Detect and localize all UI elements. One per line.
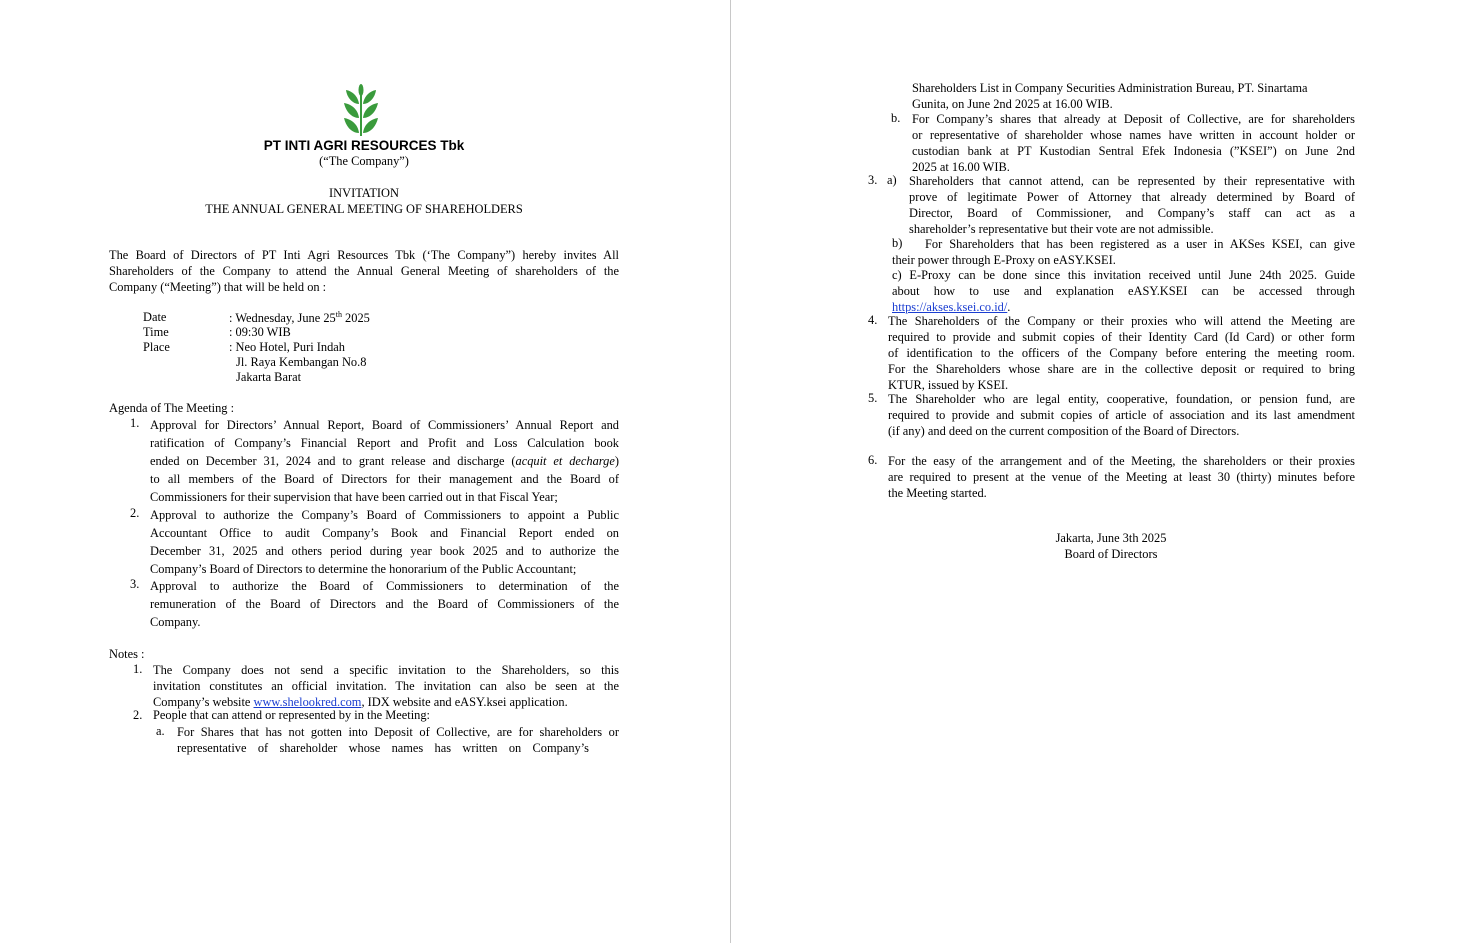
- intro-line: Shareholders of the Company to attend the Annual General Meeting of shareholders of the: [109, 264, 619, 278]
- note-number: 6.: [868, 453, 878, 467]
- note-number: 1.: [133, 662, 143, 676]
- agenda-line: ratification of Company’s Financial Report and Profit and Loss Calculation book: [150, 436, 619, 450]
- note-3a: [909, 173, 1355, 237]
- note-line: prove of legitimate Power of Attorney that already determined by Board of: [909, 190, 1355, 204]
- company-alias: (“The Company”): [319, 154, 409, 168]
- agenda-line: Approval to authorize the Company’s Board of Commissioners to appoint a Public: [150, 508, 619, 522]
- agenda-line: Company.: [150, 615, 201, 629]
- note-line: shareholder’s representative but their vote are not admissible.: [909, 222, 1214, 236]
- place-value-line1: : Neo Hotel, Puri Indah: [229, 340, 345, 354]
- date-year: 2025: [341, 311, 370, 326]
- agenda-text: ): [614, 454, 619, 468]
- agenda-item-1: [150, 416, 619, 506]
- intro-line: Company (“Meeting”) that will be held on :: [109, 280, 327, 294]
- agenda-line: Accountant Office to audit Company’s Book and Financial Report ended on: [150, 526, 619, 540]
- note-line: 2025 at 16.00 WIB.: [912, 160, 1010, 174]
- note-number: 4.: [868, 313, 878, 327]
- note-line: Director, Board of Commissioner, and Company’s staff can act as a: [909, 206, 1355, 220]
- agenda-italic: acquit et decharge: [515, 454, 615, 468]
- leaf-logo-icon: [343, 84, 379, 136]
- place-value-line2: Jl. Raya Kembangan No.8: [236, 355, 367, 369]
- note-line: Gunita, on June 2nd 2025 at 16.00 WIB.: [912, 97, 1113, 111]
- note-2b: [912, 111, 1355, 175]
- note-line: of identification to the officers of the Company before entering the meeting room.: [888, 346, 1355, 360]
- note-line: required to provide and submit copies of their Identity Card (Id Card) or other form: [888, 330, 1355, 344]
- note-2-line: People that can attend or represented by in the Meeting:: [153, 708, 430, 722]
- note-line: representative of shareholder whose names has written on Company’s: [177, 741, 589, 755]
- invitation-title: [109, 185, 619, 217]
- note-3b: [892, 236, 1355, 268]
- note-line: the Meeting started.: [888, 486, 987, 500]
- intro-line: The Board of Directors of PT Inti Agri Resources Tbk (‘The Company”) hereby invites All: [109, 248, 619, 262]
- date-label: Date: [143, 310, 167, 324]
- time-label: Time: [143, 325, 169, 339]
- signature-place-date: Jakarta, June 3th 2025: [1055, 531, 1167, 545]
- note-6: [888, 453, 1355, 501]
- note-2a: [177, 724, 619, 756]
- note-line: c) E-Proxy can be done since this invitation received until June 24th 2025. Guide: [892, 268, 1355, 282]
- place-value-line3: Jakarta Barat: [236, 370, 302, 384]
- agenda-item-number: 1.: [130, 416, 140, 430]
- note-line: custodian bank at PT Kustodian Sentral Efek Indonesia (”KSEI”) on June 2nd: [912, 144, 1355, 158]
- note-line: The Company does not send a specific invitation to the Shareholders, so this: [153, 663, 619, 677]
- note-line: are required to present at the venue of the Meeting at least 30 (thirty) minutes before: [888, 470, 1355, 484]
- note-line: Shareholders List in Company Securities Administration Bureau, PT. Sinartama: [912, 81, 1308, 95]
- note-line: KTUR, issued by KSEI.: [888, 378, 1009, 392]
- date-value: [229, 310, 370, 326]
- agenda-line: Company’s Board of Directors to determine the honorarium of the Public Accountant;: [150, 562, 577, 576]
- note-sub-letter: a): [887, 173, 897, 187]
- invitation-subheading: THE ANNUAL GENERAL MEETING OF SHAREHOLDERS: [205, 202, 523, 216]
- agenda-item-number: 3.: [130, 577, 140, 591]
- note-text: , IDX website and eASY.ksei application.: [361, 695, 568, 709]
- agenda-text: ended on December 31, 2024 and to grant release and discharge (: [150, 454, 516, 468]
- company-name: PT INTI AGRI RESOURCES Tbk: [263, 138, 465, 153]
- note-line: invitation constitutes an official invitation. The invitation can also be seen at the: [153, 679, 619, 693]
- note-line: (if any) and deed on the current composition of the Board of Directors.: [888, 424, 1240, 438]
- note-line: For the Shareholders whose share are in the collective deposit or required to bring: [888, 362, 1355, 376]
- agenda-line: December 31, 2025 and others period during year book 2025 and to authorize the: [150, 544, 619, 558]
- invitation-heading: INVITATION: [329, 186, 399, 200]
- note-line: For Shareholders that has been registered as a user in AKSes KSEI, can give: [925, 237, 1355, 251]
- place-label: Place: [143, 340, 170, 354]
- agenda-item-3: [150, 577, 619, 631]
- note-3c: [892, 267, 1355, 315]
- agenda-line: [150, 452, 619, 470]
- agenda-line: Approval for Directors’ Annual Report, Board of Commissioners’ Annual Report and: [150, 418, 619, 432]
- date-text: : Wednesday, June 25: [229, 311, 336, 326]
- note-line: their power through E-Proxy on eASY.KSEI.: [892, 253, 1116, 267]
- company-website-link[interactable]: www.shelookred.com: [253, 695, 362, 709]
- note-line: about how to use and explanation eASY.KSEI can be accessed through: [892, 284, 1355, 298]
- note-text: .: [1007, 300, 1011, 314]
- note-line: The Shareholder who are legal entity, cooperative, foundation, or pension fund, are: [888, 392, 1355, 406]
- note-line: or representative of shareholder whose names have written in account holder or: [912, 128, 1355, 142]
- agenda-line: to all members of the Board of Directors for their management and the Board of: [150, 472, 619, 486]
- notes-heading: Notes :: [109, 647, 145, 661]
- note-line: For Company’s shares that already at Deposit of Collective, are for shareholders: [912, 112, 1355, 126]
- agenda-item-2: [150, 506, 619, 578]
- note-2a-continued: [912, 80, 1355, 112]
- note-number: 5.: [868, 391, 878, 405]
- agenda-line: Commissioners for their supervision that have been carried out in that Fiscal Year;: [150, 490, 558, 504]
- intro-paragraph: [109, 247, 619, 295]
- note-4: [888, 313, 1355, 393]
- agenda-line: Approval to authorize the Board of Commissioners to determination of the: [150, 579, 619, 593]
- note-sub-letter: a.: [156, 724, 165, 738]
- note-sub-letter: b): [892, 236, 903, 250]
- date-suffix: th: [335, 310, 342, 319]
- note-line: Shareholders that cannot attend, can be represented by their representative with: [909, 174, 1355, 188]
- note-number: 2.: [133, 708, 143, 722]
- note-sub-letter: b.: [891, 111, 901, 125]
- agenda-heading: Agenda of The Meeting :: [109, 401, 235, 415]
- note-line: For the easy of the arrangement and of the Meeting, the shareholders or their proxies: [888, 454, 1355, 468]
- akses-ksei-link[interactable]: https://akses.ksei.co.id/: [892, 300, 1008, 314]
- agenda-line: remuneration of the Board of Directors and the Board of Commissioners of the: [150, 597, 619, 611]
- note-line: For Shares that has not gotten into Deposit of Collective, are for shareholders or: [177, 725, 619, 739]
- note-5: [888, 391, 1355, 439]
- note-1: [153, 662, 619, 710]
- note-number: 3.: [868, 173, 878, 187]
- signature-block: [996, 530, 1226, 562]
- agenda-item-number: 2.: [130, 506, 140, 520]
- note-text: Company’s website: [153, 695, 254, 709]
- page-divider: [730, 0, 731, 943]
- note-line: required to provide and submit copies of article of association and its last amendment: [888, 408, 1355, 422]
- time-value: : 09:30 WIB: [229, 325, 291, 339]
- note-line: The Shareholders of the Company or their proxies who will attend the Meeting are: [888, 314, 1355, 328]
- signature-signer: Board of Directors: [1064, 547, 1158, 561]
